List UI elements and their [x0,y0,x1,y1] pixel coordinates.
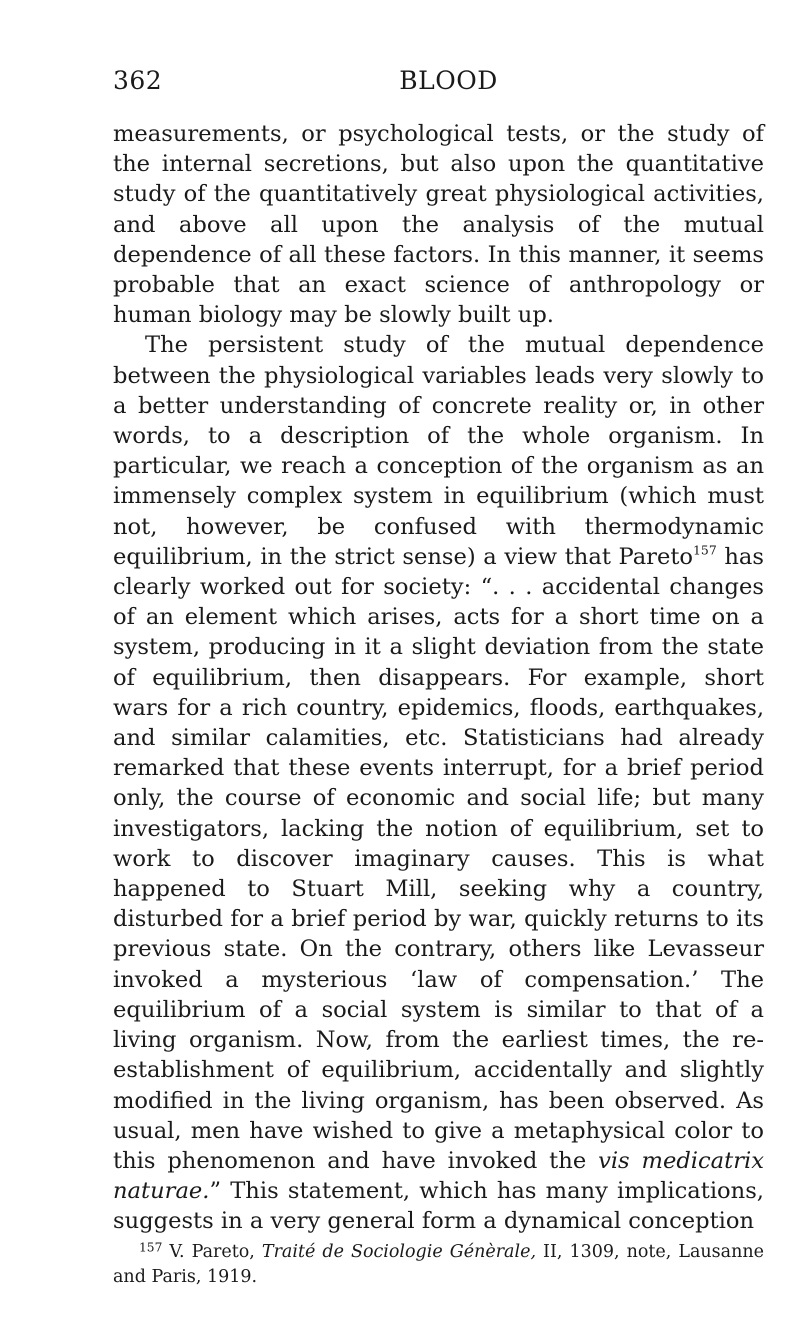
body-text [113,119,764,1237]
paragraph-equilibrium [113,330,764,1236]
paragraph-text: ” This statement, which has many implications, suggests in a very general form a dynamical conception [113,1178,764,1235]
paragraph-text: has clearly worked out for society: “. . . accidental changes of an element which arises, acts for a short time on a system, producing in it a slight deviation from the state of equilibrium, then disappears. For example, short wars for a rich country, epidemics, floods, earthquakes, and similar calamities, etc. Statisticians had already remarked that these events interrupt, for a brief period only, the course of economic and social life; but many investigators, lacking the notion of equilibrium, set to work to discover imaginary causes. This is what happened to Stuart Mill, seeking why a country, disturbed for a brief period by war, quickly returns to its previous state. On the contrary, others like Levasseur invoked a mysterious ‘law of compensation.’ The equilibrium of a social system is similar to that of a living organism. Now, from the earliest times, the reestablishment of equilibrium, accidentally and slightly modified in the living organism, has been observed. As usual, men have wished to give a metaphysical color to this phenomenon and have invoked the [113,543,764,1174]
footnote-text: II, 1309, note, Lausanne and Paris, 1919. [113,1242,764,1287]
footnote-number: 157 [139,1240,163,1255]
running-head [113,66,764,106]
footnote-title: Traité de Sociologie Génèrale, [261,1242,537,1262]
footnote [113,1240,764,1290]
page-number: 362 [113,66,163,95]
footnote-reference: 157 [693,542,717,558]
running-title: BLOOD [399,66,498,95]
paragraph-continued: measurements, or psychological tests, or the study of the internal secretions, but also upon the quantitative study of the quantitatively great physiological activities, and above all upon the analysis of the mutual dependence of all these factors. In this manner, it seems probable that an exact science of anthropology or human biology may be slowly built up. [113,121,764,329]
latin-phrase: vis medicatrix naturae. [113,1147,764,1205]
paragraph-text: The persistent study of the mutual dependence between the physiological variables leads very slowly to a better understanding of concrete reality or, in other words, to a description of the whole organism. In particular, we reach a conception of the organism as an immensely complex system in equilibrium (which must not, however, be confused with thermodynamic equilibrium, in the strict sense) a view that Pareto [113,332,764,570]
footnote-text: V. Pareto, [162,1242,262,1262]
